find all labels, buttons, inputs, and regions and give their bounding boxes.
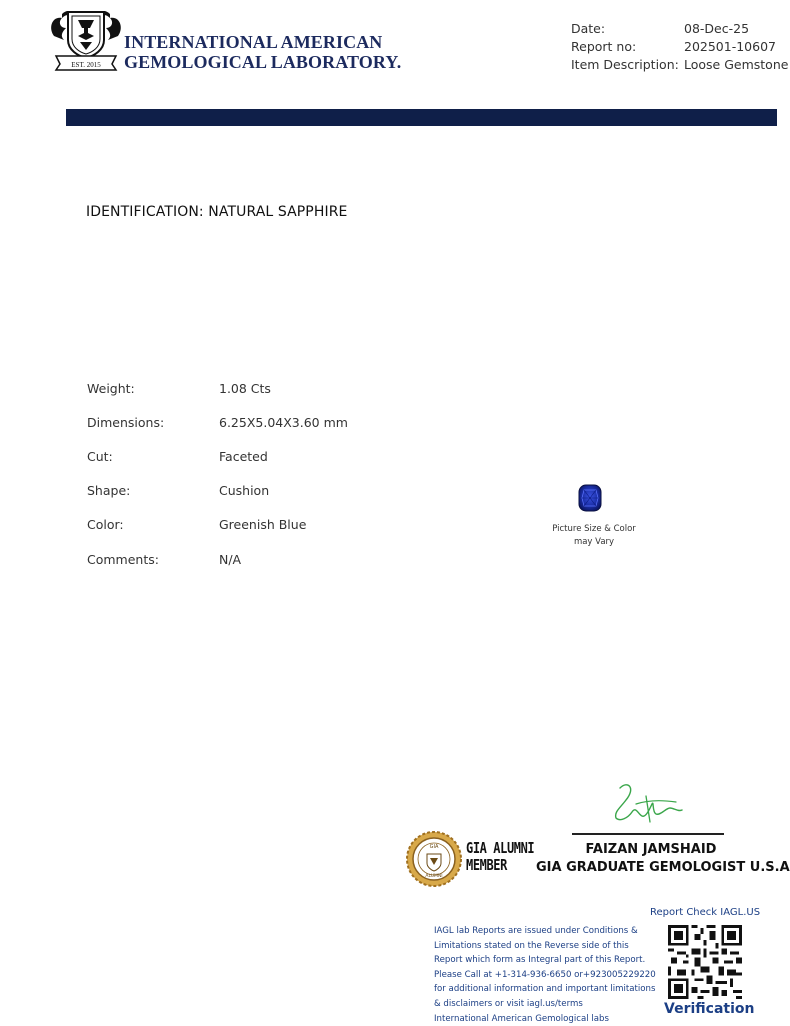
spec-label: Comments:: [87, 552, 159, 567]
spec-value: Cushion: [219, 483, 270, 498]
spec-value: 1.08 Cts: [219, 381, 271, 396]
spec-label: Color:: [87, 517, 124, 532]
spec-row-dimensions: [87, 415, 348, 430]
disclaimer-line: IAGL lab Reports are issued under Conditions &: [434, 926, 638, 936]
date-value: 08-Dec-25: [684, 21, 750, 36]
spec-row-comments: [87, 552, 241, 567]
lab-logo-crest: [48, 6, 124, 72]
gia-alumni-seal-icon: [405, 830, 463, 888]
report-no-value: 202501-10607: [684, 39, 776, 54]
disclaimer-line: for additional information and important limitations: [434, 984, 656, 995]
item-description-label: Item Description:: [571, 57, 679, 72]
signature-line: [572, 833, 724, 835]
disclaimer-line: Please Call at +1-314-936-6650 or+923005229220: [434, 969, 656, 980]
logo-est-text: EST. 2015: [71, 61, 101, 69]
lab-name: [124, 32, 401, 72]
identification-heading: IDENTIFICATION: NATURAL SAPPHIRE: [86, 204, 348, 220]
signer-name: FAIZAN JAMSHAID: [585, 842, 717, 857]
report-meta-labels: [571, 20, 679, 74]
disclaimer-line: International American Gemological labs: [434, 1013, 609, 1024]
spec-row-cut: [87, 449, 268, 464]
spec-label: Shape:: [87, 483, 131, 498]
spec-value: Greenish Blue: [219, 517, 307, 532]
verification-qr-code-icon[interactable]: [668, 925, 742, 999]
gemstone-image: [578, 484, 602, 512]
lab-name-line2: GEMOLOGICAL LABORATORY.: [124, 52, 402, 72]
spec-row-weight: [87, 381, 271, 396]
gia-alumni-line1: GIA ALUMNI: [466, 839, 535, 857]
disclaimer: [434, 924, 664, 1026]
seal-top-text: GIA: [429, 844, 439, 850]
spec-label: Weight:: [87, 381, 135, 396]
gia-alumni-line2: MEMBER: [466, 856, 507, 874]
picture-caption: [548, 523, 640, 549]
lab-name-line1: INTERNATIONAL AMERICAN: [124, 32, 383, 52]
report-check-link[interactable]: Report Check IAGL.US: [650, 907, 761, 918]
signer-title: GIA GRADUATE GEMOLOGIST U.S.A: [536, 860, 790, 875]
spec-value: N/A: [219, 552, 242, 567]
report-meta-values: [684, 20, 788, 74]
item-description-value: Loose Gemstone: [684, 57, 789, 72]
picture-caption-line2: may Vary: [573, 537, 615, 547]
disclaimer-line: Limitations stated on the Reverse side of this: [434, 940, 629, 951]
report-no-label: Report no:: [571, 39, 637, 54]
disclaimer-line: Report which form as Integral part of this Report.: [434, 955, 646, 966]
spec-row-shape: [87, 483, 269, 498]
picture-caption-line1: Picture Size & Color: [552, 524, 636, 534]
signature: [606, 778, 688, 830]
spec-value: Faceted: [219, 449, 268, 464]
spec-row-color: [87, 517, 306, 532]
gia-alumni-text: [466, 840, 534, 874]
date-label: Date:: [571, 21, 606, 36]
disclaimer-line: & disclaimers or visit iagl.us/terms: [434, 998, 583, 1009]
spec-value: 6.25X5.04X3.60 mm: [219, 415, 348, 430]
seal-bottom-text: ALUMNI: [425, 874, 443, 879]
header-band: [66, 109, 777, 126]
verification-label: Verification: [664, 1001, 755, 1017]
spec-label: Dimensions:: [87, 415, 165, 430]
spec-label: Cut:: [87, 449, 113, 464]
